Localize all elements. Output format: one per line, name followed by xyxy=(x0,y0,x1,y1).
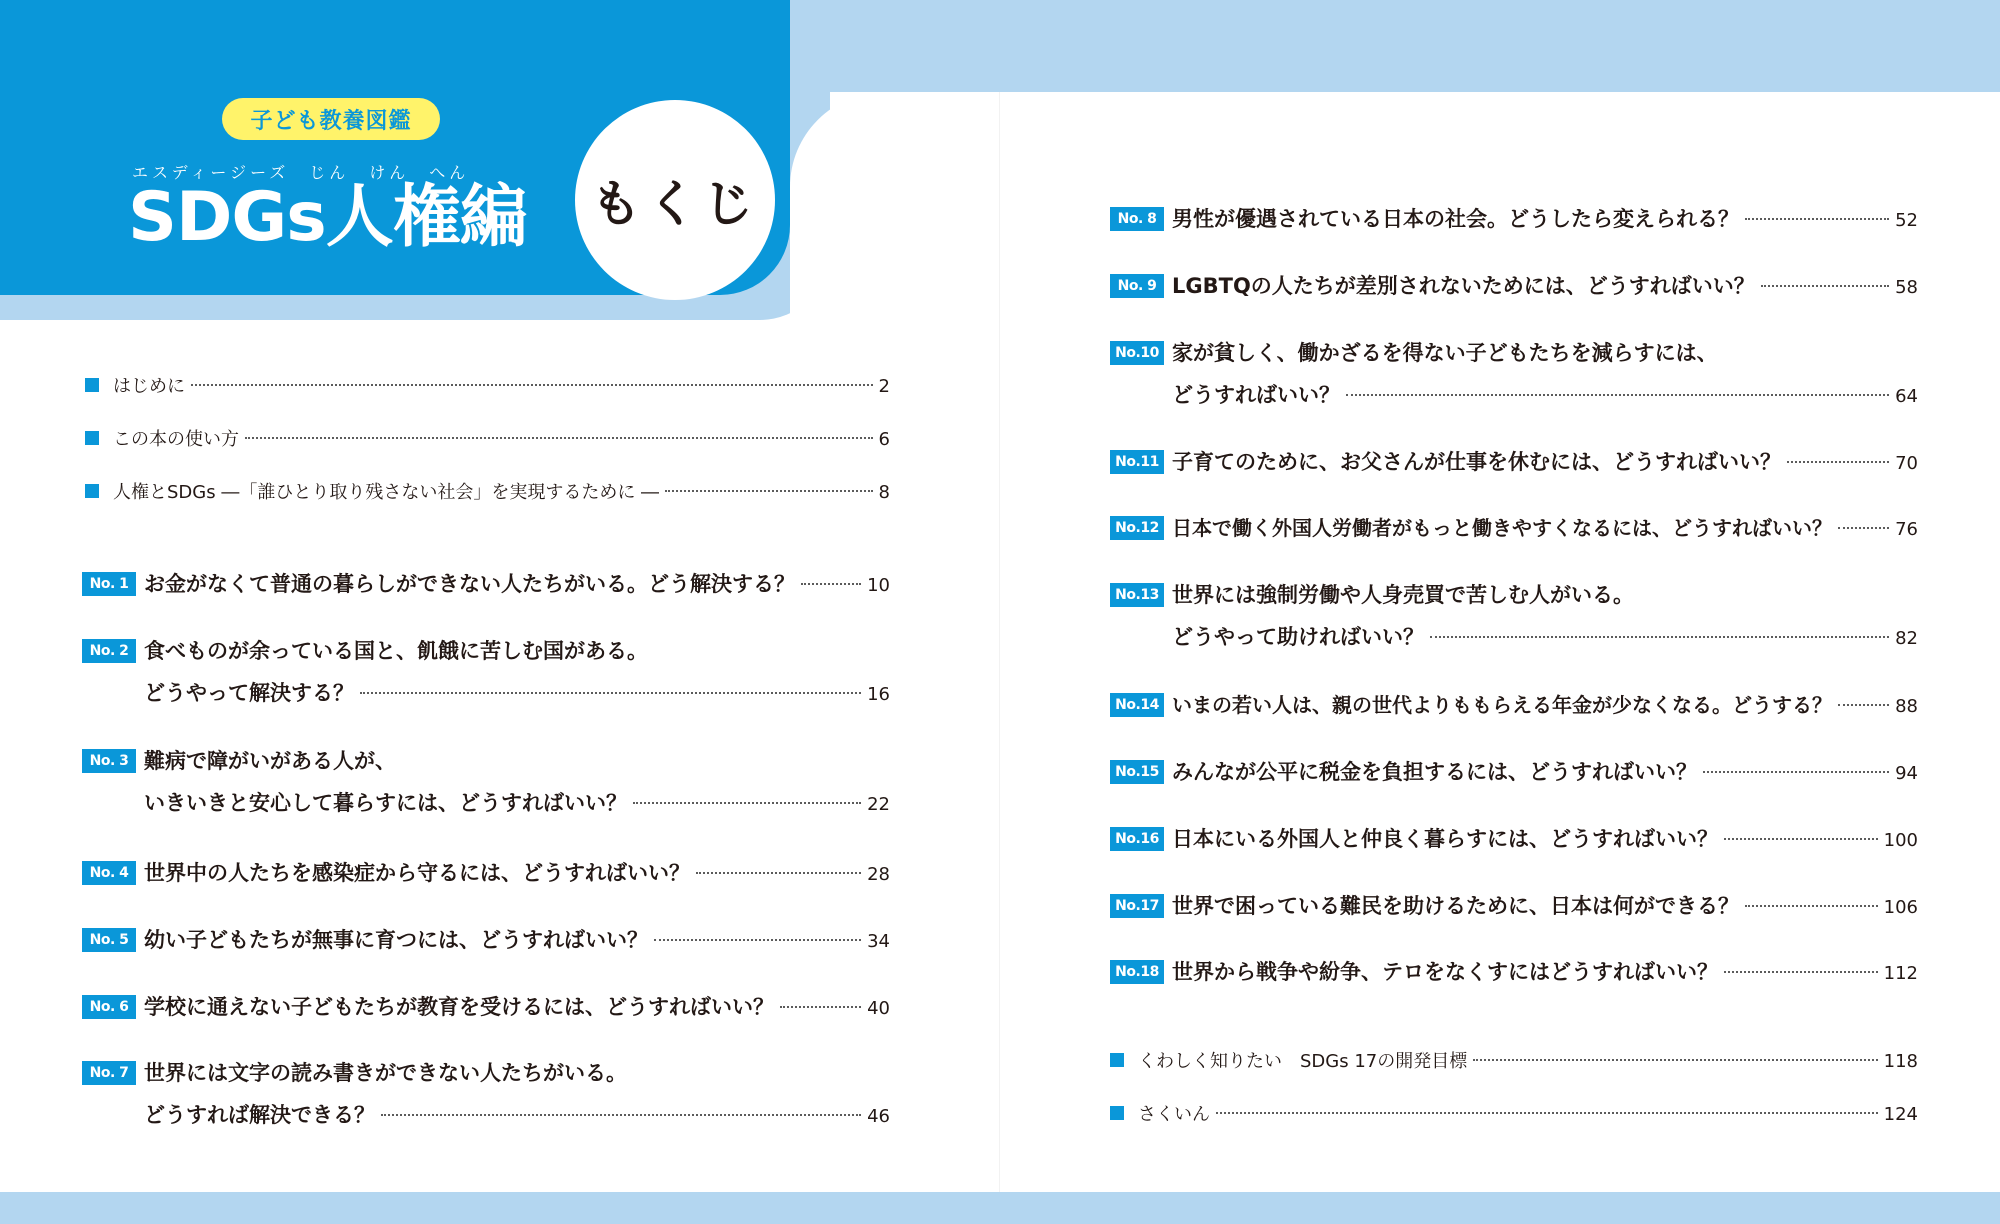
chapter-title: LGBTQの人たちが差別されないためには、どうすればいい？ xyxy=(1172,274,1755,298)
page-number: 88 xyxy=(1895,696,1918,717)
chapter-title-line2: どうすればいい？ xyxy=(1172,383,1340,407)
page-number: 10 xyxy=(867,575,890,596)
page-number: 2 xyxy=(878,376,890,397)
toc-entry-no10[interactable] xyxy=(1110,337,1918,415)
chapter-title: みんなが公平に税金を負担するには、どうすればいい？ xyxy=(1172,760,1697,784)
toc-entry-no5[interactable] xyxy=(82,924,890,958)
dot-leader xyxy=(1430,636,1889,638)
toc-entry-no6[interactable] xyxy=(82,991,890,1025)
toc-label-circle xyxy=(575,100,775,300)
dot-leader xyxy=(654,939,861,941)
chapter-number-badge: No. 8 xyxy=(1110,207,1164,231)
dot-leader xyxy=(1703,771,1889,773)
chapter-title-line2: いきいきと安心して暮らすには、どうすればいい？ xyxy=(144,791,627,815)
chapter-number-badge: No.16 xyxy=(1110,827,1164,851)
dot-leader xyxy=(381,1114,861,1116)
page-number: 64 xyxy=(1895,386,1918,407)
series-label: 子ども教養図鑑 xyxy=(222,98,440,140)
dot-leader xyxy=(1724,971,1878,973)
square-bullet-icon xyxy=(85,378,99,392)
chapter-title-line1: 食べものが余っている国と、飢餓に苦しむ国がある。 xyxy=(144,639,648,663)
chapter-number-badge: No.11 xyxy=(1110,450,1164,474)
page-number: 8 xyxy=(878,482,890,503)
page-number: 118 xyxy=(1883,1051,1918,1072)
chapter-number-badge: No.15 xyxy=(1110,760,1164,784)
dot-leader xyxy=(1787,461,1889,463)
footer-band xyxy=(0,1192,2000,1224)
chapter-title-line1: 難病で障がいがある人が、 xyxy=(144,749,396,773)
toc-entry-sdgs-17-goals[interactable] xyxy=(1110,1047,1918,1077)
page-number: 112 xyxy=(1883,963,1918,984)
entry-title: はじめに xyxy=(113,376,185,397)
toc-entry-no17[interactable] xyxy=(1110,890,1918,924)
page-number: 58 xyxy=(1895,277,1918,298)
page-number: 6 xyxy=(878,429,890,450)
chapter-number-badge: No. 3 xyxy=(82,749,136,773)
chapter-number-badge: No.13 xyxy=(1110,583,1164,607)
square-bullet-icon xyxy=(1110,1106,1124,1120)
chapter-title: 世界で困っている難民を助けるために、日本は何ができる？ xyxy=(1172,894,1739,918)
page-number: 124 xyxy=(1883,1104,1918,1125)
page-number: 16 xyxy=(867,684,890,705)
dot-leader xyxy=(1724,838,1878,840)
page-number: 28 xyxy=(867,864,890,885)
toc-entry-no4[interactable] xyxy=(82,857,890,891)
page-number: 34 xyxy=(867,931,890,952)
chapter-title: 幼い子どもたちが無事に育つには、どうすればいい？ xyxy=(144,928,648,952)
toc-entry-no18[interactable] xyxy=(1110,956,1918,990)
chapter-title: 世界中の人たちを感染症から守るには、どうすればいい？ xyxy=(144,861,690,885)
toc-entry-intro[interactable] xyxy=(85,372,890,402)
chapter-title: 学校に通えない子どもたちが教育を受けるには、どうすればいい？ xyxy=(144,995,774,1019)
chapter-number-badge: No. 1 xyxy=(82,572,136,596)
page-spine xyxy=(999,92,1000,1192)
page-number: 46 xyxy=(867,1106,890,1127)
entry-title: くわしく知りたい SDGs 17の開発目標 xyxy=(1138,1051,1468,1072)
toc-entry-no7[interactable] xyxy=(82,1057,890,1135)
entry-title: 人権とSDGs ―「誰ひとり取り残さない社会」を実現するために ― xyxy=(113,482,660,503)
dot-leader xyxy=(1745,218,1889,220)
chapter-title-line2: どうすれば解決できる？ xyxy=(144,1103,375,1127)
toc-entry-no14[interactable] xyxy=(1110,689,1918,723)
toc-entry-no3[interactable] xyxy=(82,745,890,823)
chapter-title: 日本で働く外国人労働者がもっと働きやすくなるには、どうすればいい？ xyxy=(1172,516,1832,540)
page-number: 82 xyxy=(1895,628,1918,649)
dot-leader xyxy=(1216,1112,1878,1114)
page-number: 106 xyxy=(1883,897,1918,918)
chapter-title-line1: 家が貧しく、働かざるを得ない子どもたちを減らすには、 xyxy=(1172,341,1718,365)
dot-leader xyxy=(1761,285,1889,287)
toc-entry-how-to-use[interactable] xyxy=(85,425,890,455)
dot-leader xyxy=(1838,704,1889,706)
dot-leader xyxy=(360,692,861,694)
chapter-title-line1: 世界には文字の読み書きができない人たちがいる。 xyxy=(144,1061,627,1085)
toc-entry-no2[interactable] xyxy=(82,635,890,713)
dot-leader xyxy=(1346,394,1889,396)
dot-leader xyxy=(696,872,861,874)
page-number: 22 xyxy=(867,794,890,815)
dot-leader xyxy=(1838,527,1889,529)
square-bullet-icon xyxy=(85,431,99,445)
dot-leader xyxy=(780,1006,861,1008)
chapter-number-badge: No.14 xyxy=(1110,693,1164,717)
dot-leader xyxy=(801,583,861,585)
toc-entry-no1[interactable] xyxy=(82,568,890,602)
toc-entry-no15[interactable] xyxy=(1110,756,1918,790)
dot-leader xyxy=(191,384,873,386)
chapter-number-badge: No.17 xyxy=(1110,894,1164,918)
chapter-title: 日本にいる外国人と仲良く暮らすには、どうすればいい？ xyxy=(1172,827,1718,851)
toc-entry-index[interactable] xyxy=(1110,1100,1918,1130)
chapter-number-badge: No. 4 xyxy=(82,861,136,885)
chapter-number-badge: No. 2 xyxy=(82,639,136,663)
chapter-number-badge: No.10 xyxy=(1110,341,1164,365)
toc-entry-no8[interactable] xyxy=(1110,203,1918,237)
dot-leader xyxy=(665,490,872,492)
page-number: 76 xyxy=(1895,519,1918,540)
page-number: 40 xyxy=(867,998,890,1019)
chapter-title-line2: どうやって助ければいい？ xyxy=(1172,625,1424,649)
toc-entry-no13[interactable] xyxy=(1110,579,1918,657)
chapter-title: お金がなくて普通の暮らしができない人たちがいる。どう解決する？ xyxy=(144,572,795,596)
chapter-title: 世界から戦争や紛争、テロをなくすにはどうすればいい？ xyxy=(1172,960,1718,984)
toc-entry-no9[interactable] xyxy=(1110,270,1918,304)
entry-title: さくいん xyxy=(1138,1104,1210,1125)
page-number: 70 xyxy=(1895,453,1918,474)
chapter-title: 子育てのために、お父さんが仕事を休むには、どうすればいい？ xyxy=(1172,450,1781,474)
toc-entry-human-rights-sdgs[interactable] xyxy=(85,478,890,508)
book-title-ruby: エスディージーズ じん けん へん xyxy=(132,163,470,182)
dot-leader xyxy=(633,802,861,804)
page-number: 94 xyxy=(1895,763,1918,784)
page-number: 52 xyxy=(1895,210,1918,231)
toc-label: もくじ xyxy=(591,175,759,233)
chapter-title-line2: どうやって解決する？ xyxy=(144,681,354,705)
book-title: SDGs人権編 xyxy=(128,178,527,257)
dot-leader xyxy=(1745,905,1878,907)
toc-entry-no11[interactable] xyxy=(1110,446,1918,480)
square-bullet-icon xyxy=(1110,1053,1124,1067)
chapter-number-badge: No. 6 xyxy=(82,995,136,1019)
dot-leader xyxy=(245,437,873,439)
chapter-title: 男性が優遇されている日本の社会。どうしたら変えられる？ xyxy=(1172,207,1739,231)
chapter-number-badge: No. 9 xyxy=(1110,274,1164,298)
chapter-title-line1: 世界には強制労働や人身売買で苦しむ人がいる。 xyxy=(1172,583,1634,607)
chapter-title: いまの若い人は、親の世代よりももらえる年金が少なくなる。どうする？ xyxy=(1172,693,1832,717)
dot-leader xyxy=(1473,1059,1877,1061)
square-bullet-icon xyxy=(85,484,99,498)
chapter-number-badge: No.18 xyxy=(1110,960,1164,984)
chapter-number-badge: No.12 xyxy=(1110,516,1164,540)
toc-entry-no16[interactable] xyxy=(1110,823,1918,857)
entry-title: この本の使い方 xyxy=(113,429,239,450)
toc-entry-no12[interactable] xyxy=(1110,512,1918,546)
chapter-number-badge: No. 5 xyxy=(82,928,136,952)
chapter-number-badge: No. 7 xyxy=(82,1061,136,1085)
page-number: 100 xyxy=(1883,830,1918,851)
